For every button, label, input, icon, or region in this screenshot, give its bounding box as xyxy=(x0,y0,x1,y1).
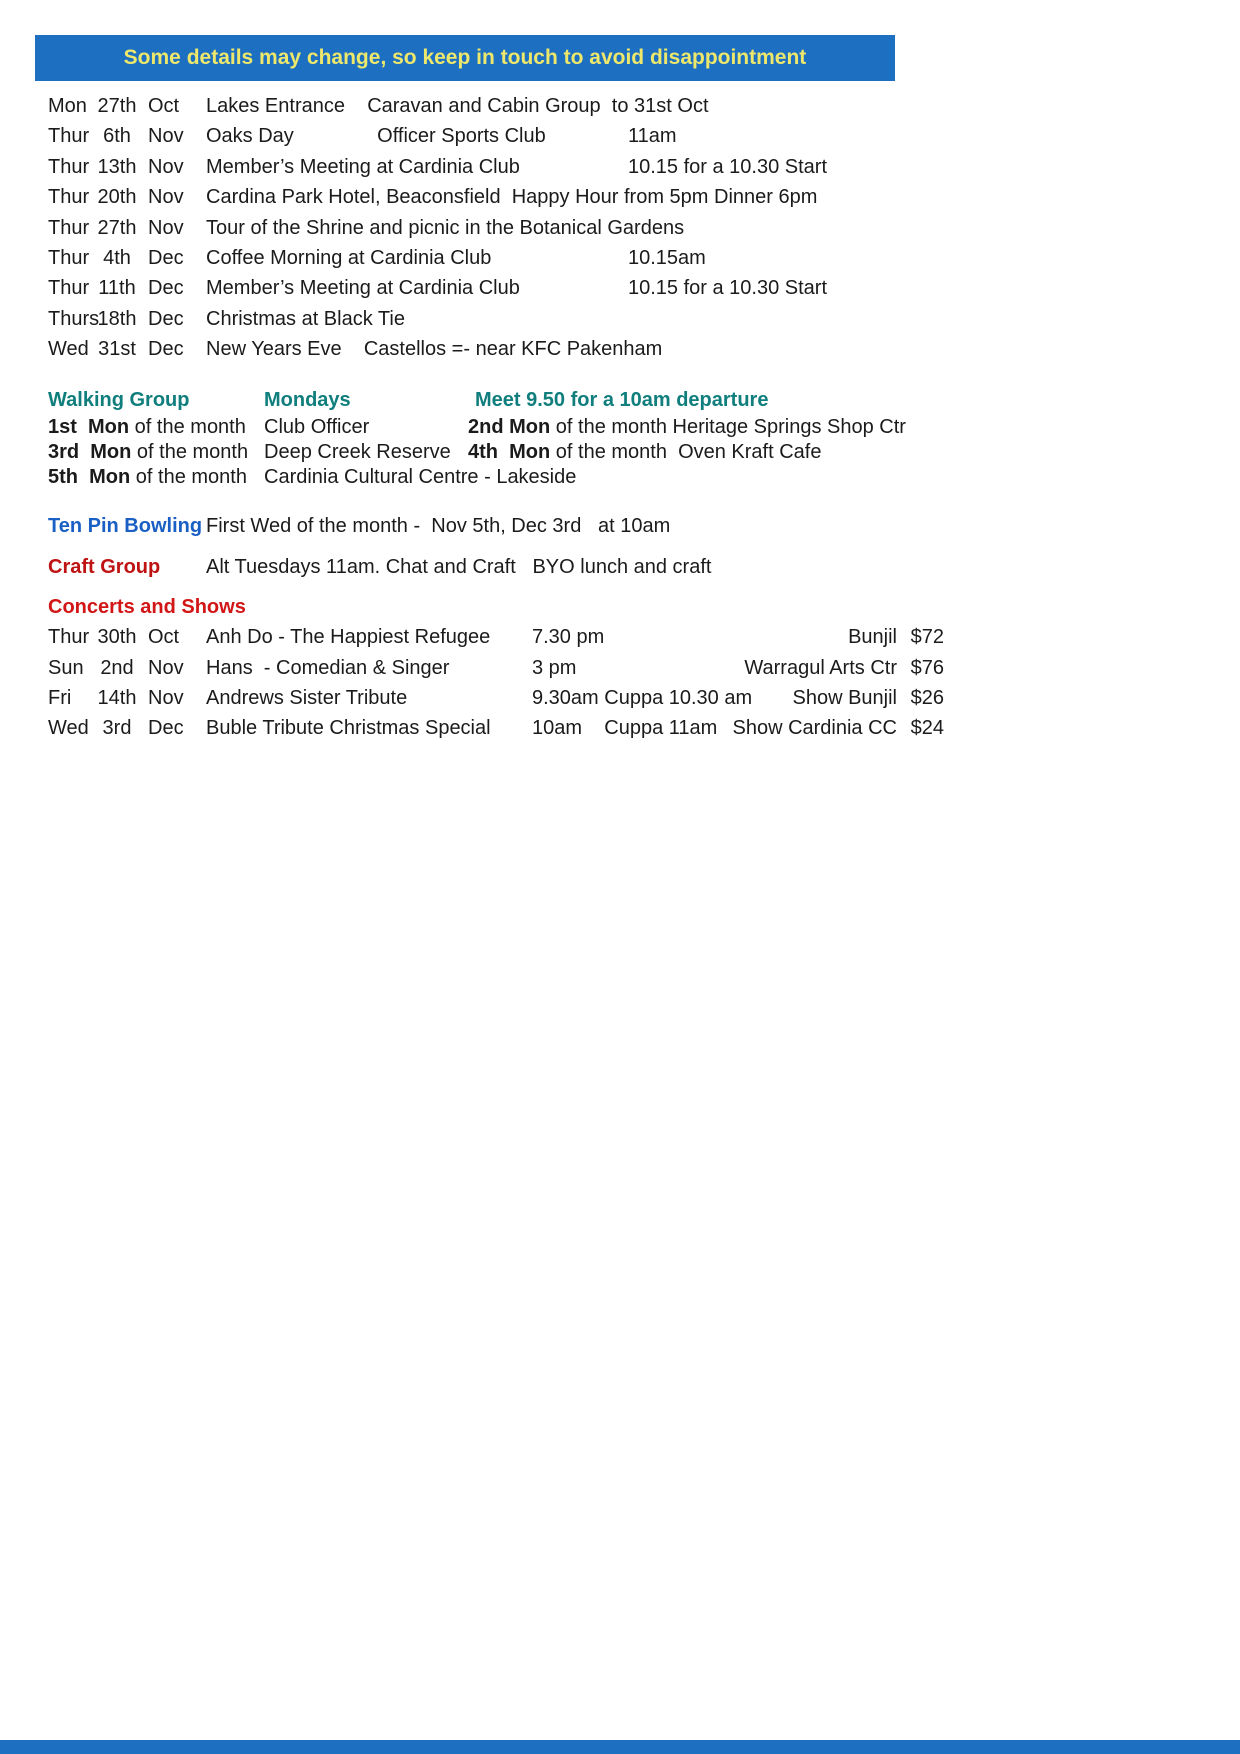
concert-title: Andrews Sister Tribute xyxy=(206,687,408,709)
event-time: 10.15 for a 10.30 Start xyxy=(628,156,828,178)
concert-month: Nov xyxy=(148,687,184,709)
walking-row xyxy=(48,415,1240,440)
event-row xyxy=(48,243,1240,273)
concert-title: Anh Do - The Happiest Refugee xyxy=(206,626,491,648)
craft-group-title: Craft Group xyxy=(48,556,161,578)
concert-title: Buble Tribute Christmas Special xyxy=(206,717,491,739)
ten-pin-bowling-text: First Wed of the month - Nov 5th, Dec 3rd at 10am xyxy=(206,515,671,537)
walking-group-title: Walking Group xyxy=(48,389,190,411)
event-time: 10.15 for a 10.30 Start xyxy=(628,277,828,299)
concert-row xyxy=(48,653,1240,683)
event-row xyxy=(48,152,1240,182)
event-date: 11th xyxy=(98,277,136,299)
craft-group-text: Alt Tuesdays 11am. Chat and Craft BYO lunch and craft xyxy=(206,556,712,578)
notice-banner xyxy=(35,35,895,81)
event-month: Dec xyxy=(148,247,184,269)
event-day: Thur xyxy=(48,247,90,269)
event-day: Thur xyxy=(48,186,90,208)
event-day: Thur xyxy=(48,277,90,299)
concert-day: Wed xyxy=(48,717,89,739)
craft-group-line xyxy=(48,552,1240,582)
event-day: Thur xyxy=(48,156,90,178)
event-row xyxy=(48,304,1240,334)
event-row xyxy=(48,121,1240,151)
event-month: Dec xyxy=(148,277,184,299)
bottom-page-bar xyxy=(0,1740,1240,1754)
event-desc: Member’s Meeting at Cardinia Club xyxy=(206,277,520,299)
event-month: Nov xyxy=(148,217,184,239)
event-month: Dec xyxy=(148,308,184,330)
concert-price: $26 xyxy=(910,687,944,709)
event-month: Nov xyxy=(148,125,184,147)
walking-left: 1st Mon of the month xyxy=(48,416,246,438)
event-desc: Tour of the Shrine and picnic in the Botanical Gardens xyxy=(206,217,685,239)
event-day: Mon xyxy=(48,95,87,117)
walking-group-heading xyxy=(48,385,1240,415)
event-date: 20th xyxy=(97,186,137,208)
walking-mid: Deep Creek Reserve xyxy=(264,441,451,463)
event-desc: Cardina Park Hotel, Beaconsfield Happy Hour from 5pm Dinner 6pm xyxy=(206,186,818,208)
concerts-heading xyxy=(48,592,1240,622)
event-date: 6th xyxy=(103,125,131,147)
concert-month: Nov xyxy=(148,657,184,679)
concert-price: $76 xyxy=(910,657,944,679)
event-time: 11am xyxy=(628,125,677,147)
event-date: 31st xyxy=(98,338,136,360)
event-row xyxy=(48,334,1240,364)
concert-venue: Bunjil xyxy=(848,626,897,648)
concert-time: 10am Cuppa 11am xyxy=(532,717,718,739)
notice-banner-text: Some details may change, so keep in touch to avoid disappointment xyxy=(123,46,807,69)
event-date: 27th xyxy=(97,95,137,117)
walking-group-subtitle: Mondays xyxy=(264,389,351,411)
event-month: Dec xyxy=(148,338,184,360)
concert-day: Fri xyxy=(48,687,72,709)
concert-date: 30th xyxy=(97,626,137,648)
walking-left: 3rd Mon of the month xyxy=(48,441,249,463)
event-month: Oct xyxy=(148,95,180,117)
event-date: 13th xyxy=(97,156,137,178)
concert-venue: Show Cardinia CC xyxy=(732,717,897,739)
event-day: Thur xyxy=(48,217,90,239)
concert-date: 3rd xyxy=(102,717,132,739)
walking-right: 4th Mon of the month Oven Kraft Cafe xyxy=(468,441,822,463)
walking-group-meet: Meet 9.50 for a 10am departure xyxy=(475,389,769,411)
concert-date: 14th xyxy=(97,687,137,709)
concert-month: Dec xyxy=(148,717,184,739)
event-desc: Christmas at Black Tie xyxy=(206,308,405,330)
event-month: Nov xyxy=(148,186,184,208)
concert-time: 3 pm xyxy=(532,657,577,679)
walking-right: 2nd Mon of the month Heritage Springs Shop Ctr xyxy=(468,416,906,438)
concert-venue: Warragul Arts Ctr xyxy=(744,657,897,679)
walking-row xyxy=(48,440,1240,465)
event-row xyxy=(48,273,1240,303)
event-month: Nov xyxy=(148,156,184,178)
event-row xyxy=(48,182,1240,212)
concert-time: 7.30 pm xyxy=(532,626,605,648)
walking-mid: Cardinia Cultural Centre - Lakeside xyxy=(264,466,577,488)
event-date: 27th xyxy=(97,217,137,239)
concert-row xyxy=(48,713,1240,743)
event-desc: Coffee Morning at Cardinia Club xyxy=(206,247,492,269)
event-date: 4th xyxy=(103,247,131,269)
event-row xyxy=(48,213,1240,243)
concert-row xyxy=(48,683,1240,713)
concert-venue: Show Bunjil xyxy=(792,687,897,709)
concerts-title: Concerts and Shows xyxy=(48,596,246,618)
concert-month: Oct xyxy=(148,626,180,648)
walking-mid: Club Officer xyxy=(264,416,370,438)
concert-price: $72 xyxy=(910,626,944,648)
concert-day: Sun xyxy=(48,657,84,679)
event-desc: Oaks Day Officer Sports Club xyxy=(206,125,546,147)
concert-row xyxy=(48,622,1240,652)
event-date: 18th xyxy=(97,308,137,330)
concert-price: $24 xyxy=(910,717,944,739)
event-day: Thur xyxy=(48,125,90,147)
event-time: 10.15am xyxy=(628,247,706,269)
ten-pin-bowling-title: Ten Pin Bowling xyxy=(48,515,203,537)
event-row xyxy=(48,91,1240,121)
ten-pin-bowling-line xyxy=(48,511,1240,541)
concert-title: Hans - Comedian & Singer xyxy=(206,657,450,679)
event-day: Thurs xyxy=(48,308,100,330)
concert-time: 9.30am Cuppa 10.30 am xyxy=(532,687,753,709)
event-day: Wed xyxy=(48,338,89,360)
walking-row xyxy=(48,465,1240,490)
concert-day: Thur xyxy=(48,626,90,648)
event-desc: Member’s Meeting at Cardinia Club xyxy=(206,156,520,178)
walking-left: 5th Mon of the month xyxy=(48,466,247,488)
concert-date: 2nd xyxy=(100,657,134,679)
event-desc: Lakes Entrance Caravan and Cabin Group to 31st Oct xyxy=(206,95,709,117)
event-desc: New Years Eve Castellos =- near KFC Pakenham xyxy=(206,338,663,360)
